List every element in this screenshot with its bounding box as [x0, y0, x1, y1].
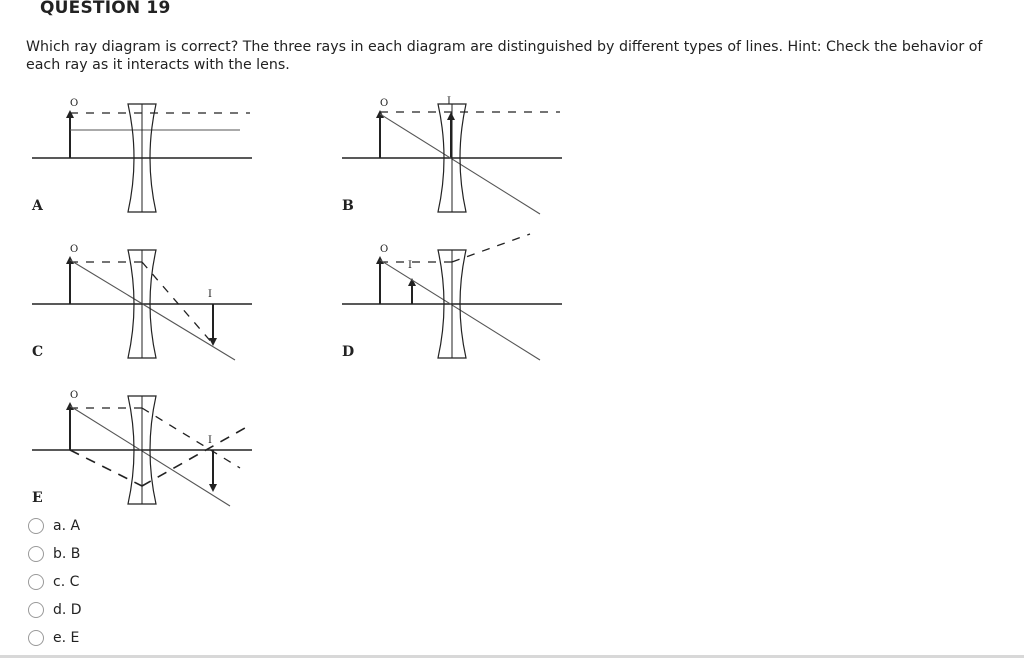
- option-b[interactable]: [28, 540, 82, 568]
- ray-diagram-c-graphic: [30, 242, 290, 367]
- image-letter: I: [208, 435, 212, 446]
- radio-button[interactable]: [28, 546, 44, 562]
- radio-button[interactable]: [28, 602, 44, 618]
- object-letter: O: [70, 98, 79, 109]
- radio-button[interactable]: [28, 574, 44, 590]
- radio-button[interactable]: [28, 518, 44, 534]
- ray-diagram-b: [340, 96, 600, 236]
- option-a[interactable]: [28, 512, 82, 540]
- diagram-label-e: E: [32, 490, 43, 506]
- ray-diagram-d-graphic: [340, 242, 600, 367]
- option-label: d. D: [53, 602, 82, 618]
- radio-button[interactable]: [28, 630, 44, 646]
- object-letter: O: [380, 98, 389, 109]
- diagram-label-c: C: [32, 344, 44, 360]
- object-letter: O: [380, 244, 389, 255]
- image-letter: I: [408, 260, 412, 271]
- object-letter: O: [70, 244, 79, 255]
- option-label: e. E: [53, 630, 80, 646]
- ray-diagram-d: [340, 242, 600, 382]
- question-title: QUESTION 19: [40, 0, 171, 18]
- option-d[interactable]: [28, 596, 82, 624]
- question-prompt: Which ray diagram is correct? The three rays in each diagram are distinguished by different types of lines. Hint: Check the behavior of each ray as it interacts with the lens.: [26, 39, 983, 73]
- answer-options: [28, 512, 82, 652]
- ray-diagram-a: [30, 96, 290, 236]
- image-letter: I: [447, 96, 451, 107]
- option-e[interactable]: [28, 624, 82, 652]
- option-label: a. A: [53, 518, 81, 534]
- option-c[interactable]: [28, 568, 82, 596]
- image-letter: I: [208, 289, 212, 300]
- ray-diagram-c: [30, 242, 290, 382]
- ray-diagram-a-graphic: [30, 96, 290, 221]
- diagram-label-d: D: [342, 344, 355, 360]
- ray-diagram-b-graphic: [340, 96, 600, 221]
- ray-diagram-e-graphic: [30, 388, 290, 513]
- diagram-label-a: A: [32, 198, 43, 214]
- diagram-label-b: B: [342, 198, 354, 214]
- option-label: c. C: [53, 574, 80, 590]
- object-letter: O: [70, 390, 79, 401]
- option-label: b. B: [53, 546, 81, 562]
- ray-diagram-e: [30, 388, 290, 528]
